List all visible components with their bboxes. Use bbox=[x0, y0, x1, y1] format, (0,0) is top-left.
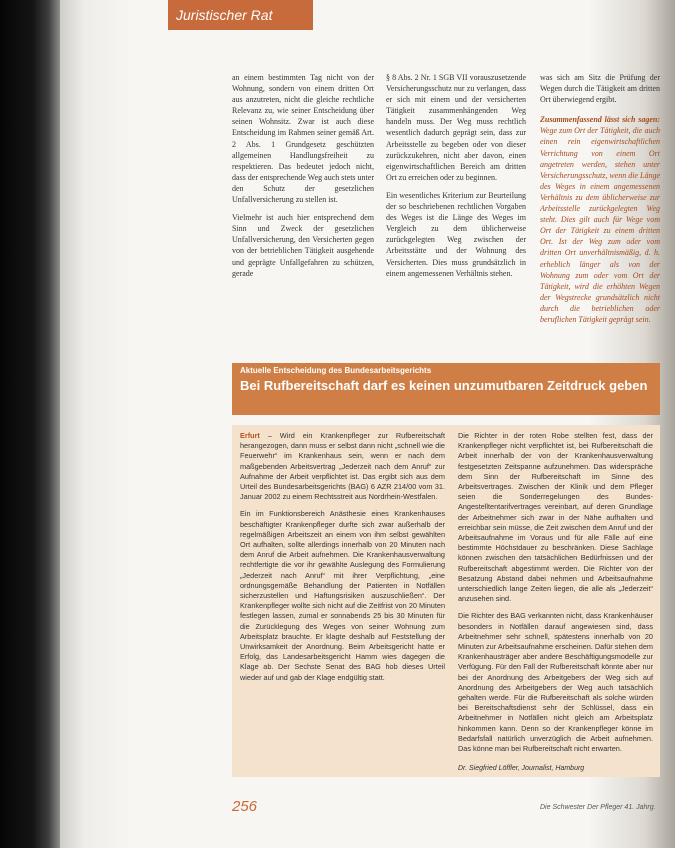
news-paragraph-3: Die Richter in der roten Robe stellten fest, dass der Krankenpfleger nicht verpflichtet ist, bei Rufbereitschaft die Arbeit innerhalb der von der Krankenhausverwaltung festgesetzten Zeitspanne aufzunehmen. Das widerspräche dem Sinn der Rufbereitschaft im Sinne des Arbeitsvertrages. Zwischen der Klinik und dem Pfleger seien die Sonderregelungen des Bundes-Angestelltentarifvertrages vereinbart, auf deren Grundlage der Arbeitnehmer sich zwar in der Nähe aufhalten und erreichbar sein müsse, die Zeit zwischen dem Anruf und der Arbeitsaufnahme im Voraus und für alle Fälle auf eine bestimmte Höchstdauer zu beschränken. Diese Sachlage können zwischen den tatsächlichen Bedürfnissen und der Rufbereitschaft abgestimmt werden. Die Richter von der Besatzung Abstand dabei nehmen und Arbeitsaufnahme unterschiedlich lange Zeiten liegen, die alle als „Jederzeit“ anzusehen sind. bbox=[458, 431, 653, 604]
news-paragraph-2: Ein im Funktionsbereich Anästhesie eines Krankenhauses beschäftigter Krankenpfleger durfte sich zwar außerhalb der regelmäßigen Arbeitszeit an einem von ihm selbst gewählten Ort aufhalten, sollte allerdings innerhalb von 20 Minuten nach dem Anruf die Arbeit aufnehmen. Die Krankenhausverwaltung rechtfertigte die vor ihr gewählte Auslegung des Formulierung „Jederzeit nach Anruf“ mit ihrer Verpflichtung, „eine ordnungsgemäße Behandlung der Patienten in Notfällen sicherzustellen und Haftungsrisiken auszuschließen“. Der Krankenpfleger wollte sich nicht auf die Zeitfrist von 20 Minuten festlegen lassen, zumal er sonnabends 25 bis 30 Minuten für die Zurücklegung des Weges von seiner Wohnung zum Arbeitsplatz brauchte. Er klagte deshalb auf Feststellung der Unwirksamkeit der Anordnung. Beim Arbeitsgericht hatte er Erfolg, das Landesarbeitsgericht Hamm wies dagegen die Klage ab. Der Sechste Senat des BAG hob dieses Urteil wieder auf und gab der Klage endgültig statt. bbox=[240, 509, 445, 682]
summary-lead: Zusammenfassend lässt sich sagen: bbox=[540, 115, 660, 125]
summary-text: Wege zum Ort der Tätigkeit, die auch einen rein eigenwirtschaftlichen Verrichtung von einem Ort angetreten werden, stehen unter Versicherungsschutz, wenn die Länge des Weges in einem angemessenen Verhältnis zu dem üblicherweise zur Arbeitsstelle zurückgelegten Weg steht. Dies gilt auch für Wege vom Ort der Tätigkeit zu einem dritten Ort. Ist der Weg zum oder vom dritten Ort unverhältnismäßig, d. h. erheblich länger als von der Wohnung zum oder vom Ort der Tätigkeit, wird die erhöhten Wegen der Wegstrecke grundsätzlich nicht durch die betrieblichen oder beruflichen Tätigkeit geprägt sein. bbox=[540, 126, 660, 324]
news-paragraph-1 bbox=[240, 431, 445, 502]
column1-paragraph-1: an einem bestimmten Tag nicht von der Wohnung, sondern von einem dritten Ort aus anzutreten, nicht die gleiche rechtliche Relevanz zu, wie seiner Entscheidung über seinen Wohnsitz. Zwar ist auch diese Entscheidung im Rahmen seiner gemäß Art. 2 Abs. 1 Grundgesetz geschützten allgemeinen Handlungsfreiheit zu respektieren. Das bedeutet jedoch nicht, dass der entsprechende Weg auch stets unter den Schutz der gesetzlichen Unfallversicherung zu stellen ist. bbox=[232, 73, 374, 205]
journal-footer: Die Schwester Der Pfleger 41. Jahrg. bbox=[540, 804, 656, 811]
dateline-city: Erfurt bbox=[240, 431, 260, 440]
book-binding-shadow bbox=[0, 0, 60, 848]
news-box bbox=[232, 425, 660, 777]
banner-kicker: Aktuelle Entscheidung des Bundesarbeitsgerichts bbox=[240, 366, 432, 375]
news-column-1 bbox=[240, 431, 445, 690]
summary-box bbox=[540, 114, 660, 325]
news-paragraph-1-text: – Wird ein Krankenpfleger zur Rufbereitschaft herangezogen, dann muss er selbst dann nicht „schnell wie die Feuerwehr“ im Krankenhaus sein, wenn er nach dem maßgebenden Arbeitsvertrag „Jederzeit nach dem Anruf“ zur Aufnahme der Arbeit verpflichtet ist. Das ergibt sich aus dem Urteil des Bundesarbeitsgerichts (BAG) 6 AZR 214/00 vom 31. Januar 2002 zu einem Rechtsstreit aus Nordrhein-Westfalen. bbox=[240, 431, 445, 502]
banner-headline: Bei Rufbereitschaft darf es keinen unzumutbaren Zeitdruck geben bbox=[240, 378, 648, 393]
column2-paragraph-1: § 8 Abs. 2 Nr. 1 SGB VII vorauszusetzende Versicherungsschutz nur zu verlangen, dass er sich mit einem und der versicherten Tätigkeit zusammenhängenden Weg handeln muss. Der Weg muss rechtlich wesentlich dadurch geprägt sein, dass zur Arbeitsstelle zu begeben oder von dieser zurückzukehren, nicht aber davon, einen eigenwirtschaftlichen Bereich am dritten Ort zu erreichen oder zu beginnen. bbox=[386, 73, 526, 182]
news-column-2 bbox=[458, 431, 653, 775]
column2-paragraph-2: Ein wesentliches Kriterium zur Beurteilung der so beschriebenen rechtlichen Vorgaben des Weges ist die Länge des Weges im Vergleich zu dem üblicherweise zurückgelegten Weg zwischen der Arbeitsstätte und der Wohnung des Versicherten. Dies muss grundsätzlich in einem angemessenen Verhältnis stehen. bbox=[386, 190, 526, 278]
news-paragraph-4: Die Richter des BAG verkannten nicht, dass Krankenhäuser besonders in Notfällen darauf angewiesen sind, dass Arbeitnehmer sehr schnell, spätestens innerhalb von 20 Minuten zur Arbeitsaufnahme erscheinen. Dafür stehen dem Krankenhausträger aber andere Beschäftigungsmodelle zur Verfügung. Für den Fall der Rufbereitschaft könnte aber nur bei der Anordnung des Arbeitgebers der Weg sich auf Anordnung des Arbeitgebers der Weg auch tatsächlich gehalten werde. Für die Rufbereitschaft als solche würden bei Bereitschaftsdienst sehr der Schlüssel, dass ein Arbeitnehmer in Notfällen nicht gleich am Arbeitsplatz hinkommen kann. Denn so der Krankenpfleger könne im Bedarfsfall natürlich unverzüglich die Arbeit aufnehmen. Das könne man bei Rufbereitschaft nicht erwarten. bbox=[458, 611, 653, 754]
author-line: Dr. Siegfried Löffler, Journalist, Hamburg bbox=[458, 765, 585, 773]
article-column-3 bbox=[540, 72, 660, 332]
article-column-2 bbox=[386, 72, 526, 286]
article-column-1 bbox=[232, 72, 374, 286]
column1-paragraph-2: Vielmehr ist auch hier entsprechend dem Sinn und Zweck der gesetzlichen Unfallversicherung, den Versicherten gegen von der betrieblichen Tätigkeit ausgehende und geprägte Unfallgefahren zu schützen, gerade bbox=[232, 213, 374, 278]
section-rubric: Juristischer Rat bbox=[168, 0, 313, 30]
news-banner bbox=[232, 363, 660, 415]
page-number: 256 bbox=[232, 798, 258, 815]
column3-intro: was sich am Sitz die Prüfung der Wegen durch die Tätigkeit am dritten Ort überwiegend ergibt. bbox=[540, 73, 660, 105]
